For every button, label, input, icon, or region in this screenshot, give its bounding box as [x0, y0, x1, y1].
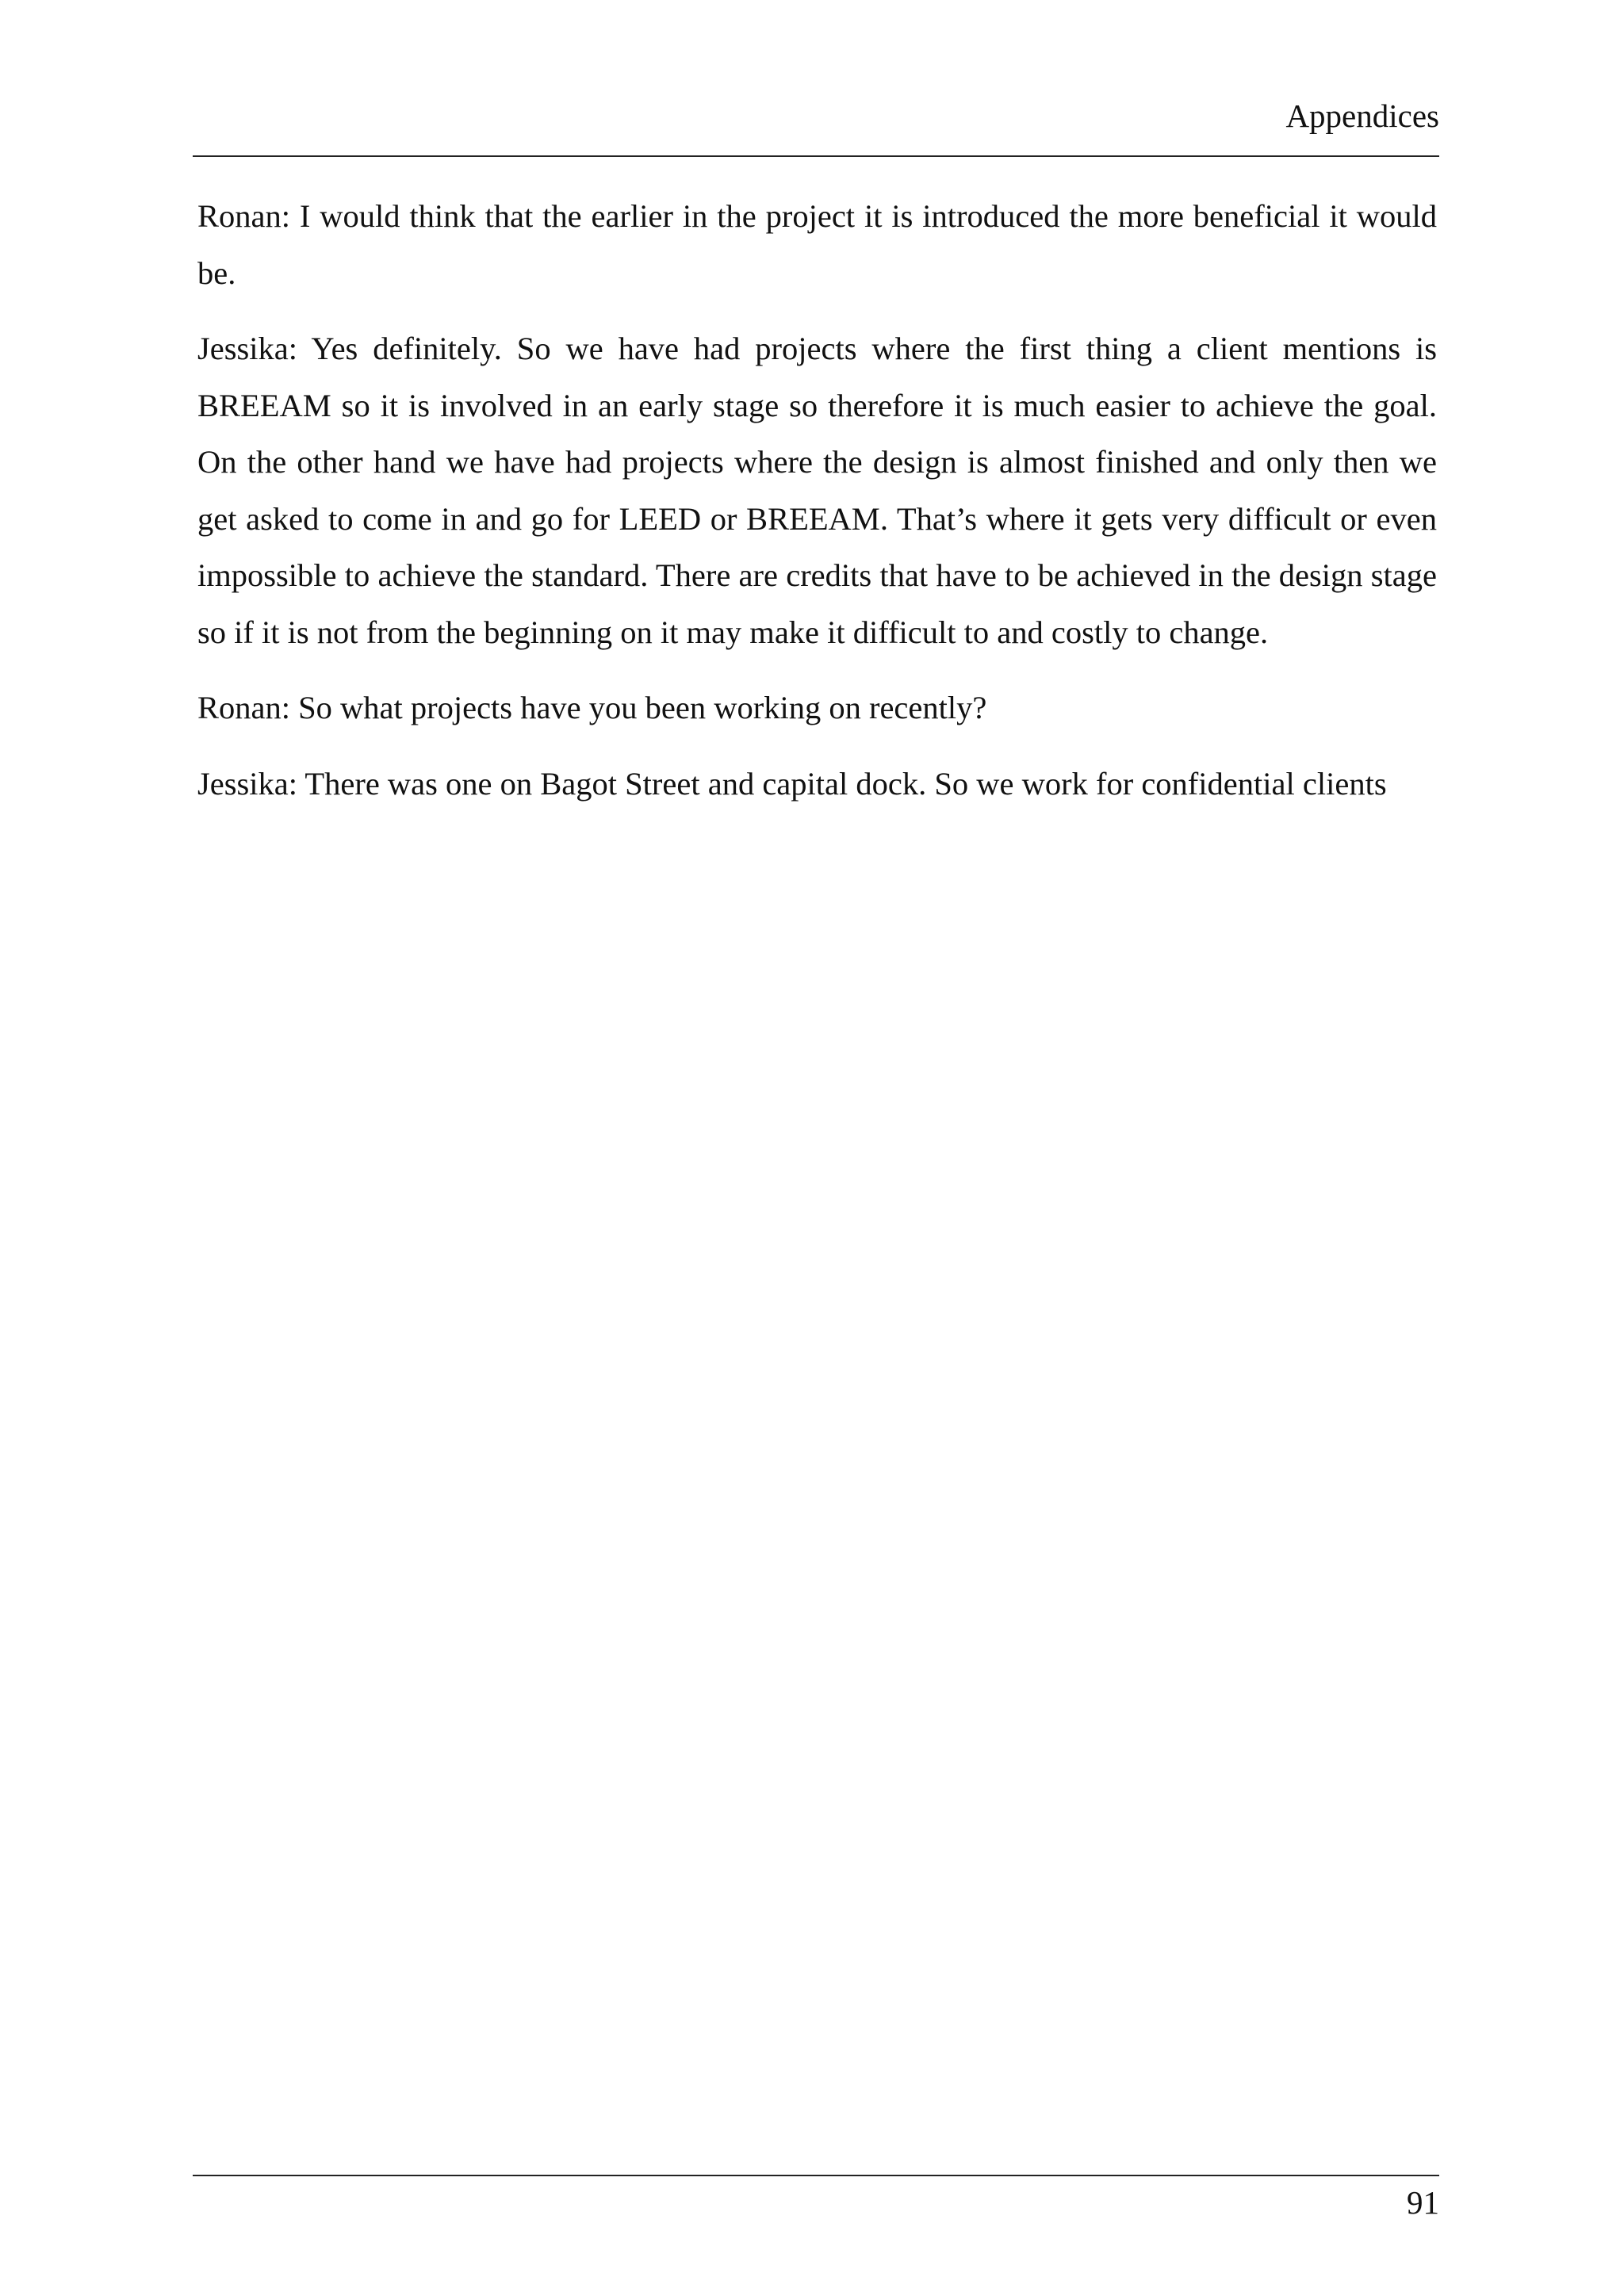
- footer-divider: [193, 2175, 1439, 2176]
- paragraph-jessika-2: Jessika: There was one on Bagot Street and capital dock. So we work for confidential clients: [197, 765, 1387, 802]
- paragraph-ronan-1: Ronan: I would think that the earlier in the project it is introduced the more beneficial it would be.: [197, 198, 1437, 291]
- paragraph-ronan-2: Ronan: So what projects have you been working on recently?: [197, 690, 987, 725]
- paragraph-jessika-1: Jessika: Yes definitely. So we have had projects where the first thing a client mentions is BREEAM so it is involved in an early stage so therefore it is much easier to achieve the goal. On the other hand we have had projects where the design is almost finished and only then we get asked to come in and go for LEED or BREEAM. That’s where it gets very difficult or even impossible to achieve the standard. There are credits that have to be achieved in the design stage so if it is not from the beginning on it may make it difficult to and costly to change.: [197, 331, 1437, 650]
- page-number: 91: [1407, 2184, 1439, 2221]
- body-text: [197, 188, 1437, 831]
- running-header: Appendices: [1285, 98, 1439, 134]
- header-divider: [193, 155, 1439, 157]
